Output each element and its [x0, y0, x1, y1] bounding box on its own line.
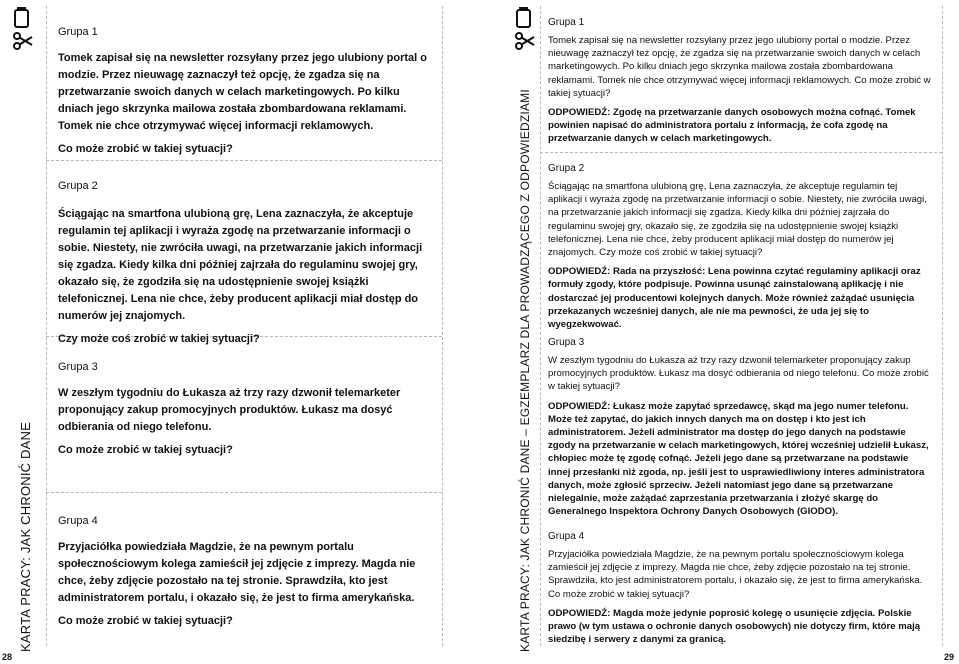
card-group-1	[58, 24, 428, 157]
answer-card-group-4	[548, 530, 933, 646]
scissors-icon	[12, 30, 34, 52]
card-text: W zeszłym tygodniu do Łukasza aż trzy razy dzwonił telemarketer proponujący zakup promocyjnych produktów. Łukasz ma dosyć odbierania od niego telefonu. Co może zrobić w takiej sytuacji?	[548, 355, 929, 393]
card-title: Grupa 4	[548, 531, 585, 542]
card-question: Co może zrobić w takiej sytuacji?	[58, 143, 233, 155]
card-answer: ODPOWIEDŹ: Rada na przyszłość: Lena powinna czytać regulaminy aplikacji oraz formuły zgody, które podpisuje. Powinna usunąć zainstalowaną aplikację i nie dostarczać jej producentowi kolejnych danych. Może również zażądać usunięcia przekazanych wcześniej danych, ale nie ma pewności, że uda jej się to wyegzekwować.	[548, 266, 921, 331]
card-title: Grupa 2	[548, 163, 585, 174]
card-title: Grupa 1	[58, 26, 98, 38]
document-icon	[10, 6, 34, 30]
answer-card-group-1	[548, 16, 933, 146]
document-icon	[512, 6, 536, 30]
side-label: KARTA PRACY: JAK CHRONIĆ DANE	[18, 422, 33, 652]
card-group-2	[58, 178, 430, 347]
card-text: Tomek zapisał się na newsletter rozsyłany przez jego ulubiony portal o modzie. Przez nieuwagę zaznaczył też opcję, że zgadza się na przetwarzanie swoich danych w celach marketingowych. Po kilku dniach jego skrzynka mailowa została zbombardowana reklamami. Tomek nie chce otrzymywać więcej informacji reklamowych. Co może zrobić w takiej sytuacji?	[548, 35, 931, 99]
card-title: Grupa 2	[58, 180, 98, 192]
card-title: Grupa 3	[548, 337, 585, 348]
card-question: Co może zrobić w takiej sytuacji?	[58, 615, 233, 627]
card-group-4	[58, 513, 430, 629]
card-text: Tomek zapisał się na newsletter rozsyłany przez jego ulubiony portal o modzie. Przez nieuwagę zaznaczył też opcję, że zgadza się na przetwarzanie swoich danych w celach marketingowych. Po kilku dniach jego skrzynka mailowa została zbombardowana reklamami. Tomek nie chce otrzymywać więcej informacji reklamowych.	[58, 52, 427, 132]
card-text: Przyjaciółka powiedziała Magdzie, że na pewnym portalu społecznościowym kolega zamieścił jej zdjęcie z imprezy. Magda nie chce, żeby zdjęcie pozostało na tej stronie. Sprawdziła, kto jest administratorem portalu, i okazało się, że jest to firma amerykańska.	[58, 541, 416, 604]
card-group-3	[58, 359, 430, 458]
card-title: Grupa 1	[548, 17, 585, 28]
card-title: Grupa 3	[58, 361, 98, 373]
card-answer: ODPOWIEDŹ: Łukasz może zapytać sprzedawcę, skąd ma jego numer telefonu. Może też zapytać, do jakich innych danych ma on dostęp i kto jest ich administratorem. Jeżeli administrator ma dostęp do jego danych na podstawie zgody na przetwarzanie w celach marketingowych, której wcześniej udzielił Łukasz, chłopiec może tę zgodę cofnąć. Jeżeli jego dane są przetwarzane na podstawie innej przesłanki niż zgoda, np. jeśli jest to usprawiedliwiony interes administratora danych, może zgłosić sprzeciw. Jeżeli natomiast jego dane są przetwarzane nielegalnie, może zażądać zaprzestania przetwarzania i złożyć skargę do Generalnego Inspektora Ochrony Danych Osobowych (GIODO).	[548, 400, 929, 518]
page-number: 29	[944, 652, 955, 662]
card-title: Grupa 4	[58, 515, 98, 527]
card-text: Ściągając na smartfona ulubioną grę, Lena zaznaczyła, że akceptuje regulamin tej aplikacji i wyraża zgodę na przetwarzanie informacji o sobie. Niestety, nie zwróciła uwagi, na przetwarzanie jakich informacji się zgadza. Kiedy kilka dni później zajrzała do regulaminu swojej gry, okazało się, że zgodziła się na udostępnienie swojej książki telefonicznej. Lena nie chce, żeby producent aplikacji miał dostęp do numerów jej znajomych.	[58, 208, 423, 322]
card-text: Ściągając na smartfona ulubioną grę, Lena zaznaczyła, że akceptuje regulamin tej aplikacji i wyraża zgodę na przetwarzanie informacji o sobie. Niestety, nie zwróciła uwagi, na przetwarzanie jakich informacji się zgadza. Kiedy kilka dni później zajrzała do regulaminu swojej gry, okazało się, że zgodziła się na udostępnienie swojej książki telefonicznej. Lena nie chce, żeby producent aplikacji miał dostęp do numerów jej znajomych. Czy może coś zrobić w takiej sytuacji?	[548, 181, 927, 259]
page-number: 28	[2, 652, 13, 662]
card-answer: ODPOWIEDŹ: Magda może jedynie poprosić kolegę o usunięcie zdjęcia. Polskie prawo (w tym ustawa o ochronie danych osobowych) nie dotyczy firm, które mają siedzibę i serwery z danymi za granicą.	[548, 607, 921, 646]
answer-card-group-3	[548, 336, 933, 518]
scissors-icon	[514, 30, 536, 52]
card-question: Czy może coś zrobić w takiej sytuacji?	[58, 333, 260, 345]
side-label: KARTA PRACY: JAK CHRONIĆ DANE – EGZEMPLARZ DLA PROWADZĄCEGO Z ODPOWIEDZIAMI	[518, 89, 532, 652]
card-text: W zeszłym tygodniu do Łukasza aż trzy razy dzwonił telemarketer proponujący zakup promocyjnych produktów. Łukasz ma dosyć odbierania od niego telefonu.	[58, 387, 401, 433]
card-question: Co może zrobić w takiej sytuacji?	[58, 444, 233, 456]
answer-card-group-2	[548, 162, 933, 331]
card-text: Przyjaciółka powiedziała Magdzie, że na pewnym portalu społecznościowym kolega zamieścił jej zdjęcie z imprezy. Magda nie chce, żeby zdjęcie pozostało na tej stronie. Sprawdziła, kto jest administratorem portalu, i okazało się, że jest to firma amerykańska. Co może zrobić w takiej sytuacji?	[548, 549, 923, 600]
card-answer: ODPOWIEDŹ: Zgodę na przetwarzanie danych osobowych można cofnąć. Tomek powinien napisać do administratora portalu z informacją, że cofa zgodę na przetwarzanie danych w celach marketingowych.	[548, 107, 916, 145]
